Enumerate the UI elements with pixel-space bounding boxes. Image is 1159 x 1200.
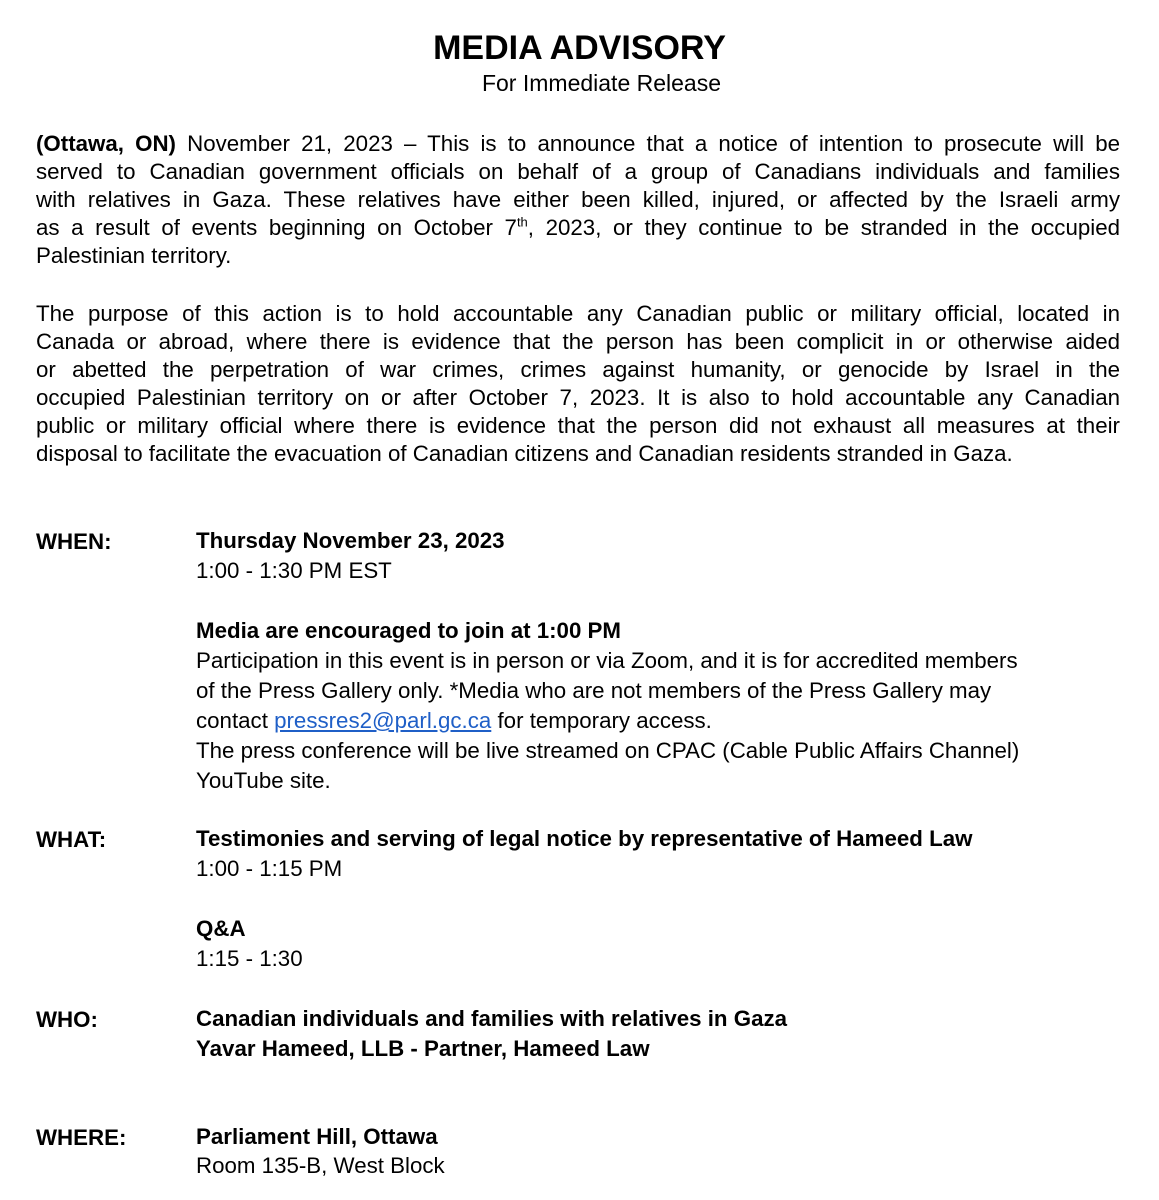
intro-line-5: Palestinian territory.	[36, 243, 232, 268]
purpose-line-3: or abetted the perpetration of war crimes, crimes against humanity, or genocide by Israel in the	[36, 357, 1120, 382]
participation-line-3: contact pressres2@parl.gc.ca for temporary access.	[196, 708, 712, 733]
purpose-line-6: disposal to facilitate the evacuation of Canadian citizens and Canadian residents stranded in Gaza.	[36, 441, 1013, 466]
when-label: WHEN:	[36, 529, 112, 554]
purpose-line-1: The purpose of this action is to hold accountable any Canadian public or military official, located in	[36, 301, 1120, 326]
intro-line-4: as a result of events beginning on October 7th, 2023, or they continue to be stranded in the occupied	[36, 214, 1120, 240]
press-email-link[interactable]: pressres2@parl.gc.ca	[274, 708, 492, 733]
ordinal-suffix: th	[516, 214, 528, 230]
purpose-line-4: occupied Palestinian territory on or after October 7, 2023. It is also to hold accountable any Canadian	[36, 385, 1120, 410]
what-item2-time: 1:15 - 1:30	[196, 946, 303, 971]
where-place: Parliament Hill, Ottawa	[196, 1124, 438, 1149]
who-line-2: Yavar Hameed, LLB - Partner, Hameed Law	[196, 1036, 650, 1061]
what-item1-time: 1:00 - 1:15 PM	[196, 856, 343, 881]
who-line-1: Canadian individuals and families with relatives in Gaza	[196, 1006, 788, 1031]
purpose-line-5: public or military official where there is evidence that the person did not exhaust all measures at their	[36, 413, 1120, 438]
livestream-line: The press conference will be live streamed on CPAC (Cable Public Affairs Channel)	[196, 738, 1020, 763]
document-title: MEDIA ADVISORY	[433, 29, 726, 67]
what-item1-title: Testimonies and serving of legal notice by representative of Hameed Law	[196, 826, 973, 851]
participation-line-1: Participation in this event is in person or via Zoom, and it is for accredited members	[196, 648, 1018, 673]
youtube-line: YouTube site.	[196, 768, 331, 793]
intro-line-2: served to Canadian government officials on behalf of a group of Canadians individuals and families	[36, 159, 1120, 184]
where-room: Room 135-B, West Block	[196, 1153, 445, 1178]
where-label: WHERE:	[36, 1125, 127, 1150]
purpose-line-2: Canada or abroad, where there is evidence that the person has been complicit in or otherwise aided	[36, 329, 1120, 354]
intro-line-1: (Ottawa, ON) November 21, 2023 – This is to announce that a notice of intention to prosecute will be	[36, 131, 1120, 156]
what-item2-title: Q&A	[196, 916, 246, 941]
release-subtitle: For Immediate Release	[481, 70, 722, 96]
when-date: Thursday November 23, 2023	[196, 528, 505, 553]
what-label: WHAT:	[36, 827, 107, 852]
participation-line-2: of the Press Gallery only. *Media who are not members of the Press Gallery may	[196, 678, 992, 703]
media-heading: Media are encouraged to join at 1:00 PM	[196, 618, 621, 643]
when-time: 1:00 - 1:30 PM EST	[196, 558, 392, 583]
intro-paragraph	[36, 130, 1120, 270]
intro-line-3: with relatives in Gaza. These relatives have either been killed, injured, or affected by the Israeli army	[36, 187, 1120, 212]
who-label: WHO:	[36, 1007, 98, 1032]
dateline: (Ottawa, ON)	[36, 131, 176, 156]
purpose-paragraph	[36, 300, 1120, 468]
